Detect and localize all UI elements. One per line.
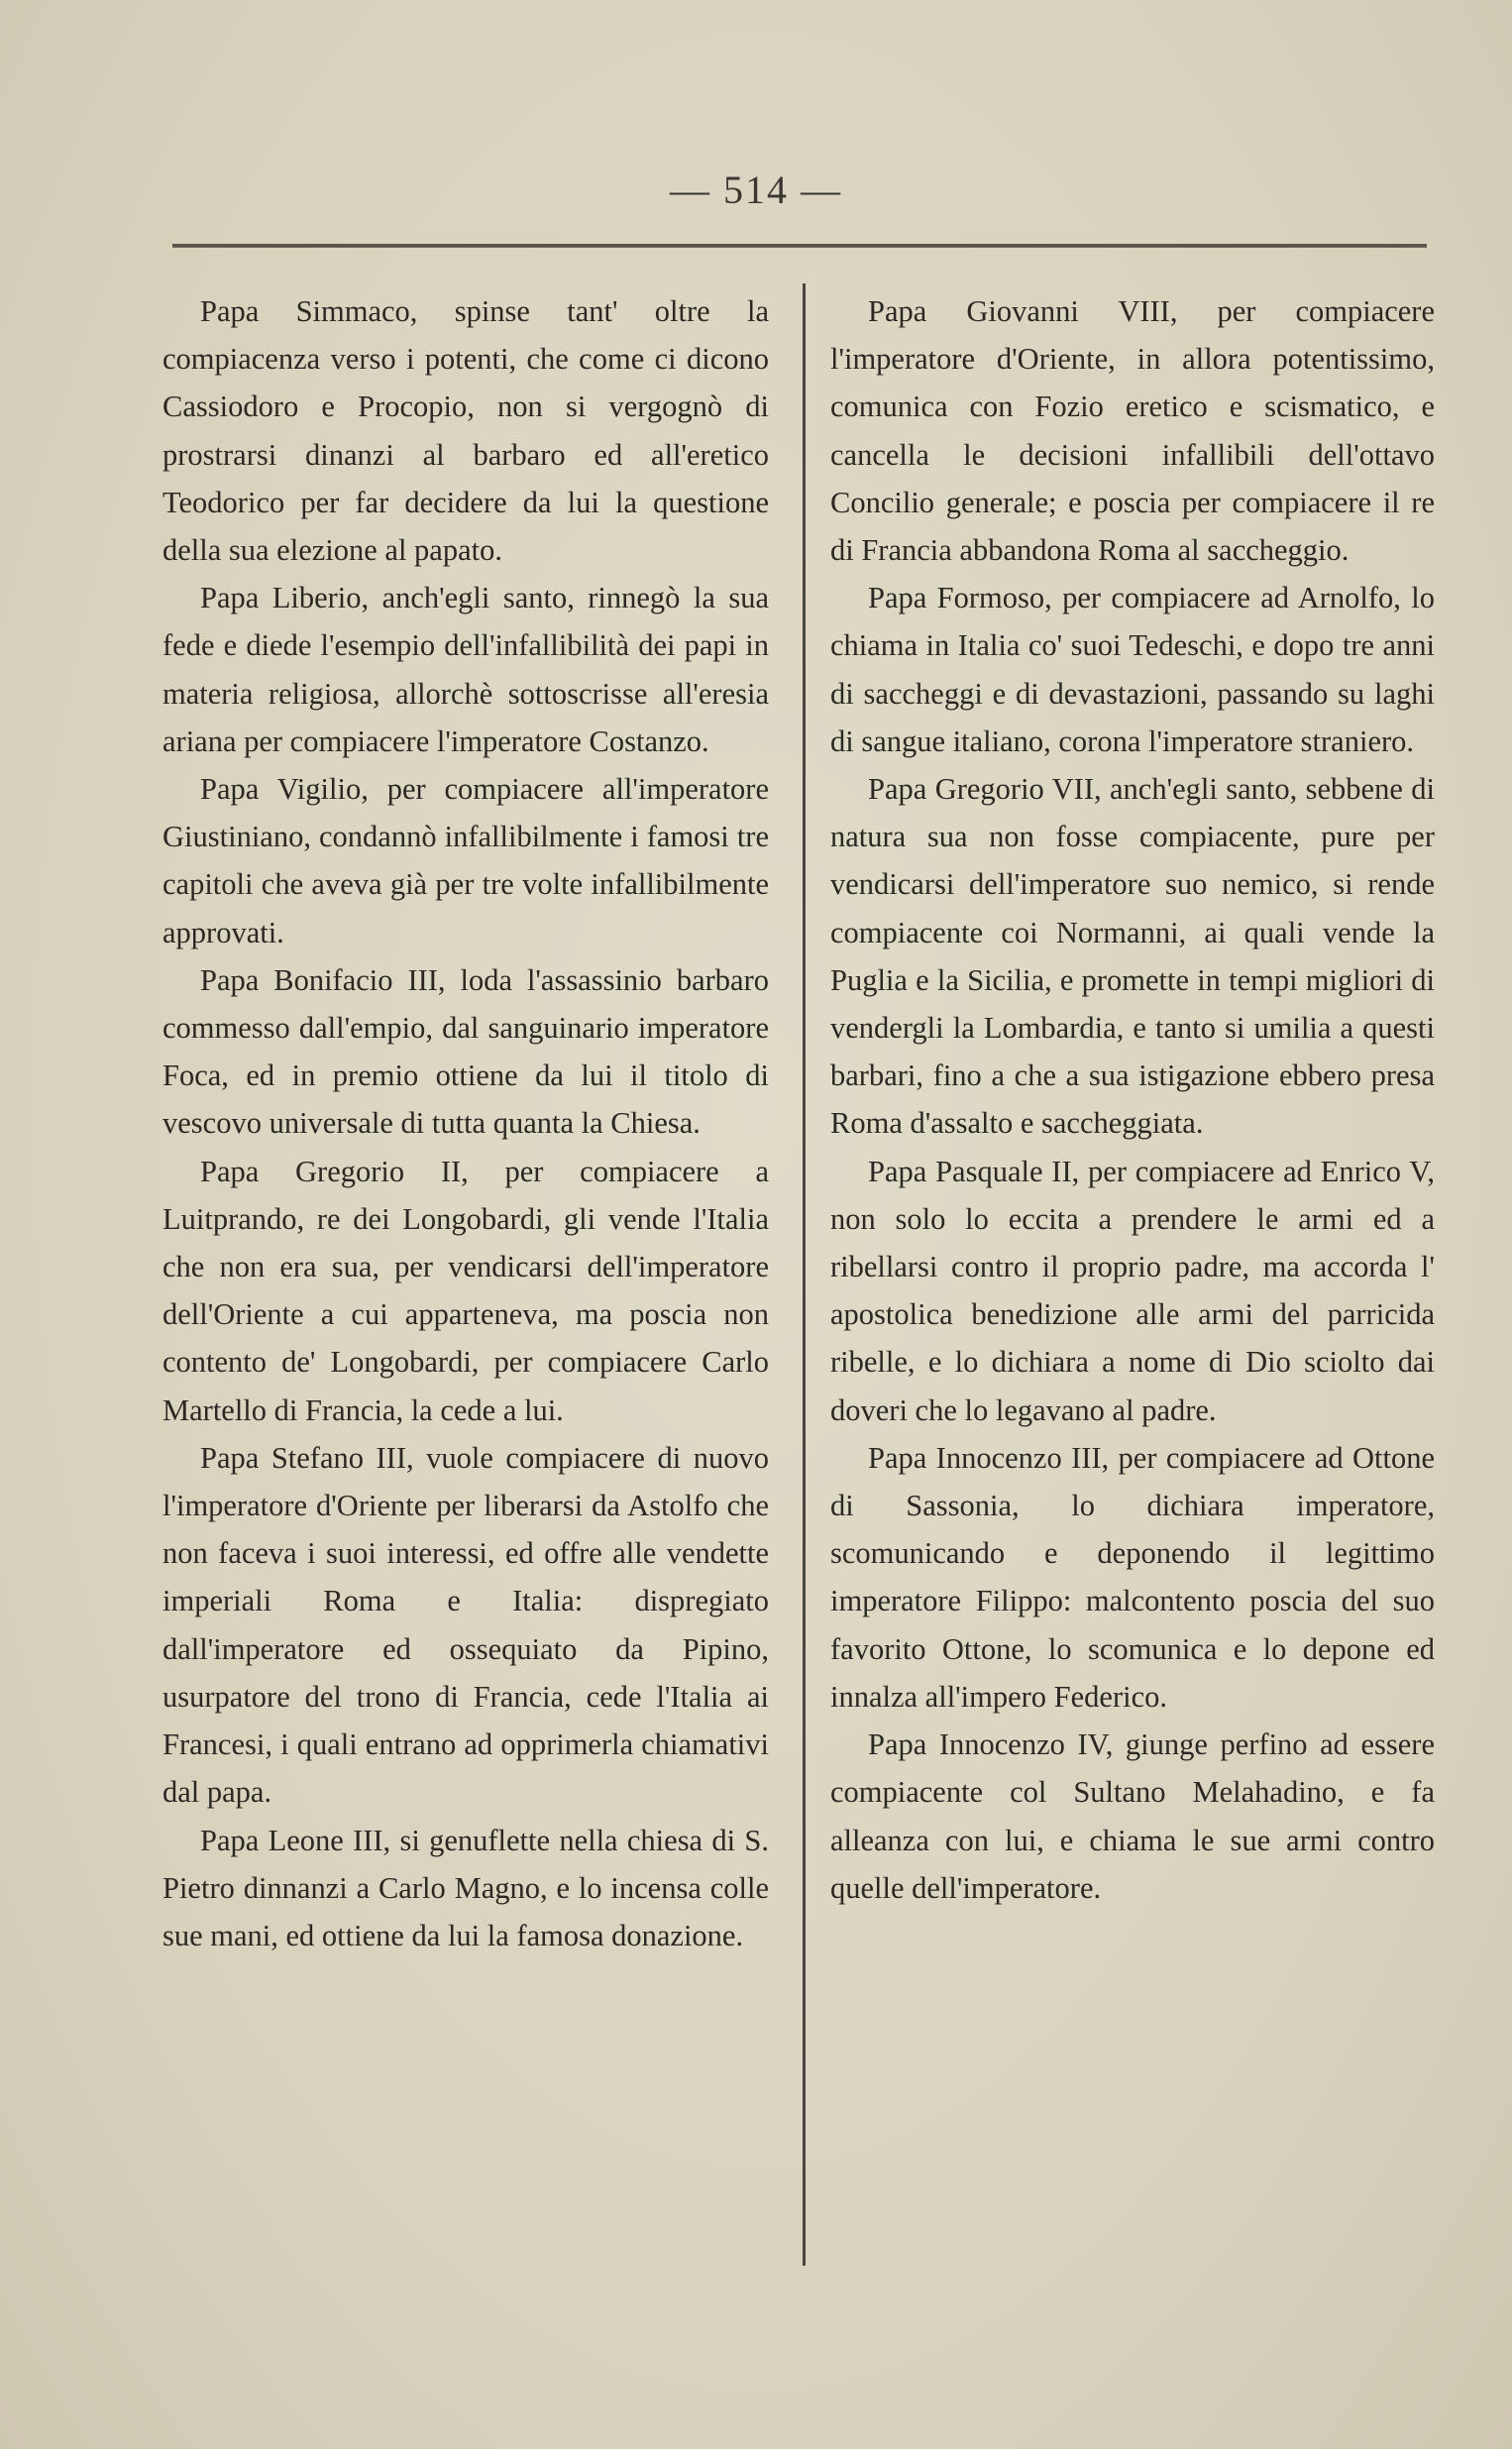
page-number: — 514 — — [670, 167, 842, 212]
paragraph-bonifacio-iii: Papa Bonifacio III, loda l'assassinio barbaro commesso dall'empio, dal sanguinario imperatore Foca, ed in premio ottiene da lui il titolo di vescovo universale di tutta quanta la Chiesa. — [162, 962, 769, 1141]
paragraph-gregorio-vii: Papa Gregorio VII, anch'egli santo, sebbene di natura sua non fosse compiacente, pure per vendicarsi dell'imperatore suo nemico, si rende compiacente coi Normanni, ai quali vende la Puglia e la Sicilia, e promette in tempi migliori di vendergli la Lombardia, e tanto si umilia a questi barbari, fino a che a sua istigazione ebbero presa Roma d'assalto e saccheggiata. — [830, 772, 1435, 1141]
paragraph-leone-iii: Papa Leone III, si genuflette nella chiesa di S. Pietro dinnanzi a Carlo Magno, e lo incensa colle sue mani, ed ottiene da lui la famosa donazione. — [162, 1823, 769, 1952]
paragraph-stefano-iii: Papa Stefano III, vuole compiacere di nuovo l'imperatore d'Oriente per liberarsi da Astolfo che non faceva i suoi interessi, ed offre alle vendette imperiali Roma e Italia: dispregiato dall'imperatore ed ossequiato da Pipino, usurpatore del trono di Francia, cede l'Italia ai Francesi, i quali entrano ad opprimerla chiamativi dal papa. — [162, 1440, 769, 1810]
paragraph-formoso: Papa Formoso, per compiacere ad Arnolfo, lo chiama in Italia co' suoi Tedeschi, e dopo tre anni di saccheggi e di devastazioni, passando su laghi di sangue italiano, corona l'imperatore straniero. — [830, 581, 1435, 758]
right-column — [830, 287, 1435, 1912]
paragraph-gregorio-ii: Papa Gregorio II, per compiacere a Luitprando, re dei Longobardi, gli vende l'Italia che non era sua, per vendicarsi dell'imperatore dell'Oriente a cui apparteneva, ma poscia non contento de' Longobardi, per compiacere Carlo Martello di Francia, la cede a lui. — [162, 1154, 769, 1427]
left-column — [162, 287, 769, 1959]
column-divider — [803, 283, 806, 2266]
paragraph-innocenzo-iii: Papa Innocenzo III, per compiacere ad Ottone di Sassonia, lo dichiara imperatore, scomunicando e deponendo il legittimo imperatore Filippo: malcontento poscia del suo favorito Ottone, lo scomunica e lo depone ed innalza all'impero Federico. — [830, 1440, 1435, 1714]
paragraph-pasquale-ii: Papa Pasquale II, per compiacere ad Enrico V, non solo lo eccita a prendere le armi ed a ribellarsi contro il proprio padre, ma accorda l' apostolica benedizione alle armi del parricida ribelle, e lo dichiara a nome di Dio sciolto dai doveri che lo legavano al padre. — [830, 1154, 1435, 1427]
paragraph-vigilio: Papa Vigilio, per compiacere all'imperatore Giustiniano, condannò infallibilmente i famosi tre capitoli che aveva già per tre volte infallibilmente approvati. — [162, 772, 769, 949]
paragraph-giovanni-viii: Papa Giovanni VIII, per compiacere l'imperatore d'Oriente, in allora potentissimo, comunica con Fozio eretico e scismatico, e cancella le decisioni infallibili dell'ottavo Concilio generale; e poscia per compiacere il re di Francia abbandona Roma al saccheggio. — [830, 294, 1435, 568]
header-rule — [172, 244, 1427, 248]
paragraph-innocenzo-iv: Papa Innocenzo IV, giunge perfino ad essere compiacente col Sultano Melahadino, e fa alleanza con lui, e chiama le sue armi contro quelle dell'imperatore. — [830, 1727, 1435, 1905]
paragraph-liberio: Papa Liberio, anch'egli santo, rinnegò la sua fede e diede l'esempio dell'infallibilità dei papi in materia religiosa, allorchè sottoscrisse all'eresia ariana per compiacere l'imperatore Costanzo. — [162, 581, 769, 758]
paragraph-simmaco: Papa Simmaco, spinse tant' oltre la compiacenza verso i potenti, che come ci dicono Cassiodoro e Procopio, non si vergognò di prostrarsi dinanzi al barbaro ed all'eretico Teodorico per far decidere da lui la questione della sua elezione al papato. — [162, 294, 769, 568]
